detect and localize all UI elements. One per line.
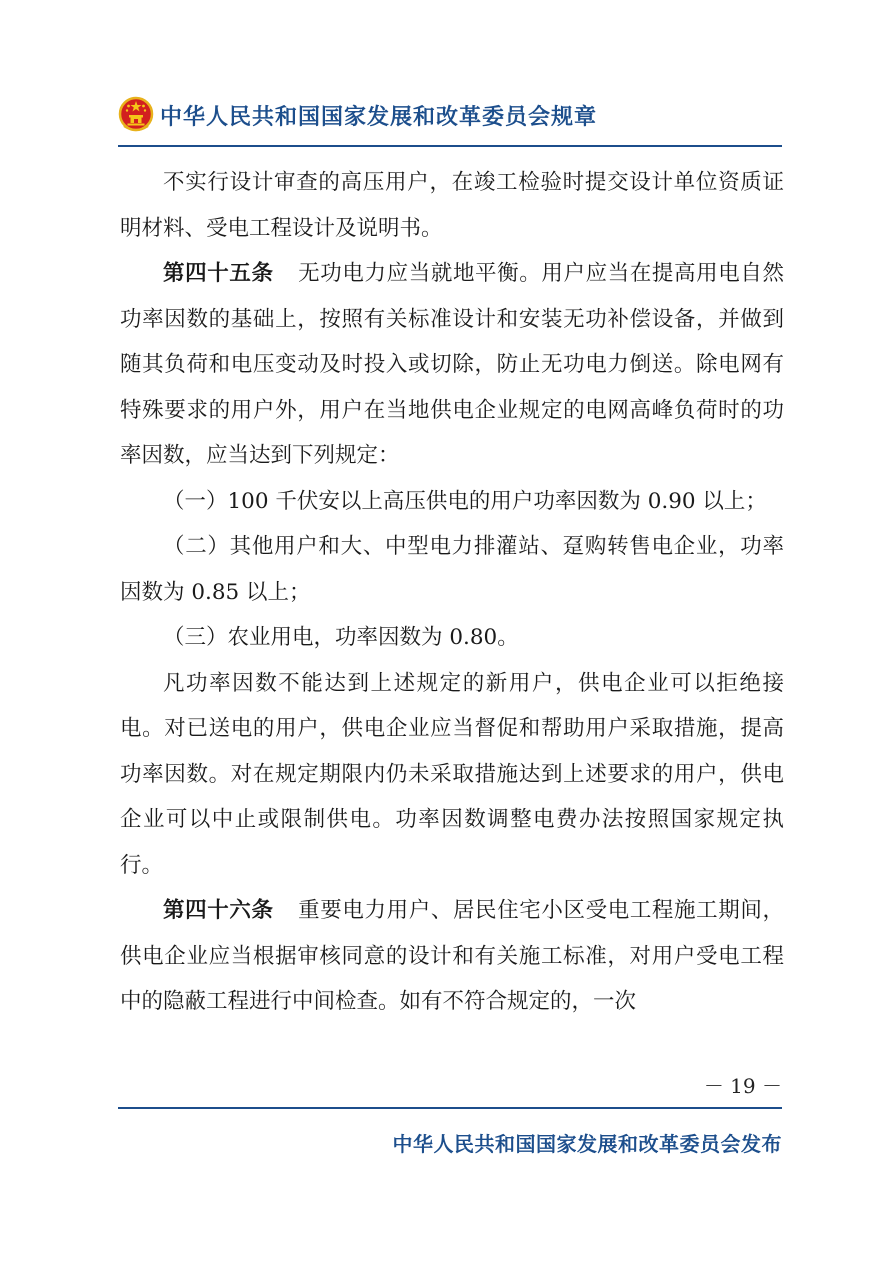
- article-46-paragraph: [120, 888, 784, 1025]
- paragraph: [120, 160, 784, 251]
- paragraph: [120, 661, 784, 889]
- page-header: [118, 96, 782, 140]
- paragraph-text: 不实行设计审查的高压用户，在竣工检验时提交设计单位资质证明材料、受电工程设计及说明书。: [120, 170, 784, 241]
- document-body: [120, 160, 784, 1025]
- paragraph-text: 无功电力应当就地平衡。用户应当在提高用电自然功率因数的基础上，按照有关标准设计和安装无功补偿设备，并做到随其负荷和电压变动及时投入或切除，防止无功电力倒送。除电网有特殊要求的用户外，用户在当地供电企业规定的电网高峰负荷时的功率因数，应当达到下列规定：: [120, 261, 784, 468]
- paragraph-text: （三）农业用电，功率因数为 0.80。: [163, 625, 519, 650]
- header-title: 中华人民共和国国家发展和改革委员会规章: [160, 105, 598, 130]
- footer-publisher: 中华人民共和国国家发展和改革委员会发布: [392, 1132, 782, 1156]
- list-item: [120, 524, 784, 615]
- paragraph-text: 凡功率因数不能达到上述规定的新用户，供电企业可以拒绝接电。对已送电的用户，供电企业应当督促和帮助用户采取措施，提高功率因数。对在规定期限内仍未采取措施达到上述要求的用户，供电企业可以中止或限制供电。功率因数调整电费办法按照国家规定执行。: [120, 670, 784, 878]
- paragraph-text: （一）100 千伏安以上高压供电的用户功率因数为 0.90 以上；: [163, 488, 767, 514]
- list-item: [120, 615, 784, 661]
- article-heading: 第四十五条: [163, 261, 274, 286]
- paragraph-text: 重要电力用户、居民住宅小区受电工程施工期间，供电企业应当根据审核同意的设计和有关施工标准，对用户受电工程中的隐蔽工程进行中间检查。如有不符合规定的，一次: [120, 898, 784, 1014]
- footer-divider: [118, 1107, 782, 1109]
- page-number: － 19 －: [703, 1074, 782, 1098]
- national-emblem-icon: [118, 96, 154, 134]
- article-45-paragraph: [120, 251, 784, 479]
- paragraph-text: （二）其他用户和大、中型电力排灌站、趸购转售电企业，功率因数为 0.85 以上；: [120, 534, 784, 605]
- list-item: [120, 479, 784, 525]
- header-divider: [118, 145, 782, 147]
- article-heading: 第四十六条: [163, 898, 274, 923]
